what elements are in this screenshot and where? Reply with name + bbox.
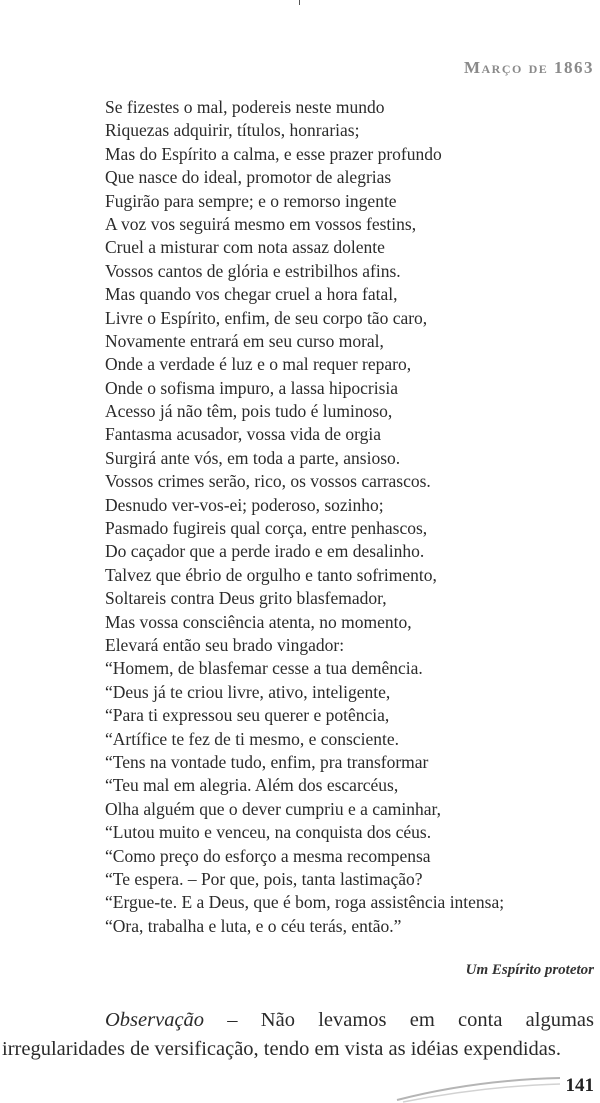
observation-note (2, 1006, 594, 1064)
poem-line: Surgirá ante vós, em toda a parte, ansioso. (105, 447, 401, 468)
poem-line: Desnudo ver-vos-ei; poderoso, sozinho; (105, 494, 384, 515)
poem-line: “Ora, trabalha e luta, e o céu terás, então.” (105, 915, 402, 936)
poem-signature: Um Espírito protetor (465, 962, 594, 978)
observation-label: Observação (105, 1009, 205, 1031)
poem-line: Acesso já não têm, pois tudo é luminoso, (105, 401, 393, 422)
observation-text-1: – Não levamos em conta algumas (204, 1009, 594, 1031)
poem-line: Vossos cantos de glória e estribilhos afins. (105, 260, 401, 281)
poem-line: “Tens na vontade tudo, enfim, pra transformar (105, 751, 429, 772)
poem-line: Fugirão para sempre; e o remorso ingente (105, 190, 397, 211)
poem-line: Se fizestes o mal, podereis neste mundo (105, 97, 385, 117)
poem-line: Talvez que ébrio de orgulho e tanto sofrimento, (105, 564, 437, 585)
poem-line: Onde a verdade é luz e o mal requer reparo, (105, 354, 412, 375)
poem-line: “Ergue-te. E a Deus, que é bom, roga assistência intensa; (105, 892, 505, 913)
running-header: Março de 1863 (463, 58, 594, 77)
observation-line-1 (2, 1006, 594, 1035)
poem-line: Riquezas adquirir, títulos, honrarias; (105, 120, 360, 141)
poem-line: Olha alguém que o dever cumpriu e a caminhar, (105, 798, 442, 819)
poem-line: A voz vos seguirá mesmo em vossos festins, (105, 213, 417, 234)
poem-line: Mas quando vos chegar cruel a hora fatal, (105, 284, 398, 305)
poem-line: “Para ti expressou seu querer e potência, (105, 705, 390, 726)
poem-line: “Homem, de blasfemar cesse a tua demência. (105, 658, 423, 679)
poem-line: Elevará então seu brado vingador: (105, 634, 345, 655)
poem-line: Livre o Espírito, enfim, de seu corpo tão caro, (105, 307, 428, 328)
page-number: 141 (565, 1075, 594, 1096)
poem-line: Novamente entrará em seu curso moral, (105, 330, 384, 351)
observation-line-2: irregularidades de versificação, tendo em vista as idéias expendidas. (2, 1038, 561, 1060)
poem-line: Onde o sofisma impuro, a lassa hipocrisia (105, 377, 399, 398)
poem-line: Mas vossa consciência atenta, no momento, (105, 611, 412, 632)
poem-line: “Como preço do esforço a mesma recompensa (105, 845, 431, 866)
poem-line: “Artífice te fez de ti mesmo, e consciente. (105, 728, 399, 749)
poem-line: Soltareis contra Deus grito blasfemador, (105, 588, 387, 609)
poem-line: “Deus já te criou livre, ativo, inteligente, (105, 681, 391, 702)
poem-line: “Teu mal em alegria. Além dos escarcéus, (105, 775, 399, 796)
poem (105, 96, 595, 938)
poem-line: Fantasma acusador, vossa vida de orgia (105, 424, 381, 445)
poem-line: Mas do Espírito a calma, e esse prazer profundo (105, 143, 442, 164)
crop-mark (299, 0, 300, 5)
poem-line: Vossos crimes serão, rico, os vossos carrascos. (105, 471, 431, 492)
poem-line: Cruel a misturar com nota assaz dolente (105, 237, 385, 258)
poem-line: Que nasce do ideal, promotor de alegrias (105, 167, 392, 188)
poem-line: Pasmado fugireis qual corça, entre penhascos, (105, 518, 428, 539)
poem-line: Do caçador que a perde irado e em desalinho. (105, 541, 425, 562)
poem-line: “Te espera. – Por que, pois, tanta lastimação? (105, 868, 423, 889)
poem-line: “Lutou muito e venceu, na conquista dos céus. (105, 822, 432, 843)
